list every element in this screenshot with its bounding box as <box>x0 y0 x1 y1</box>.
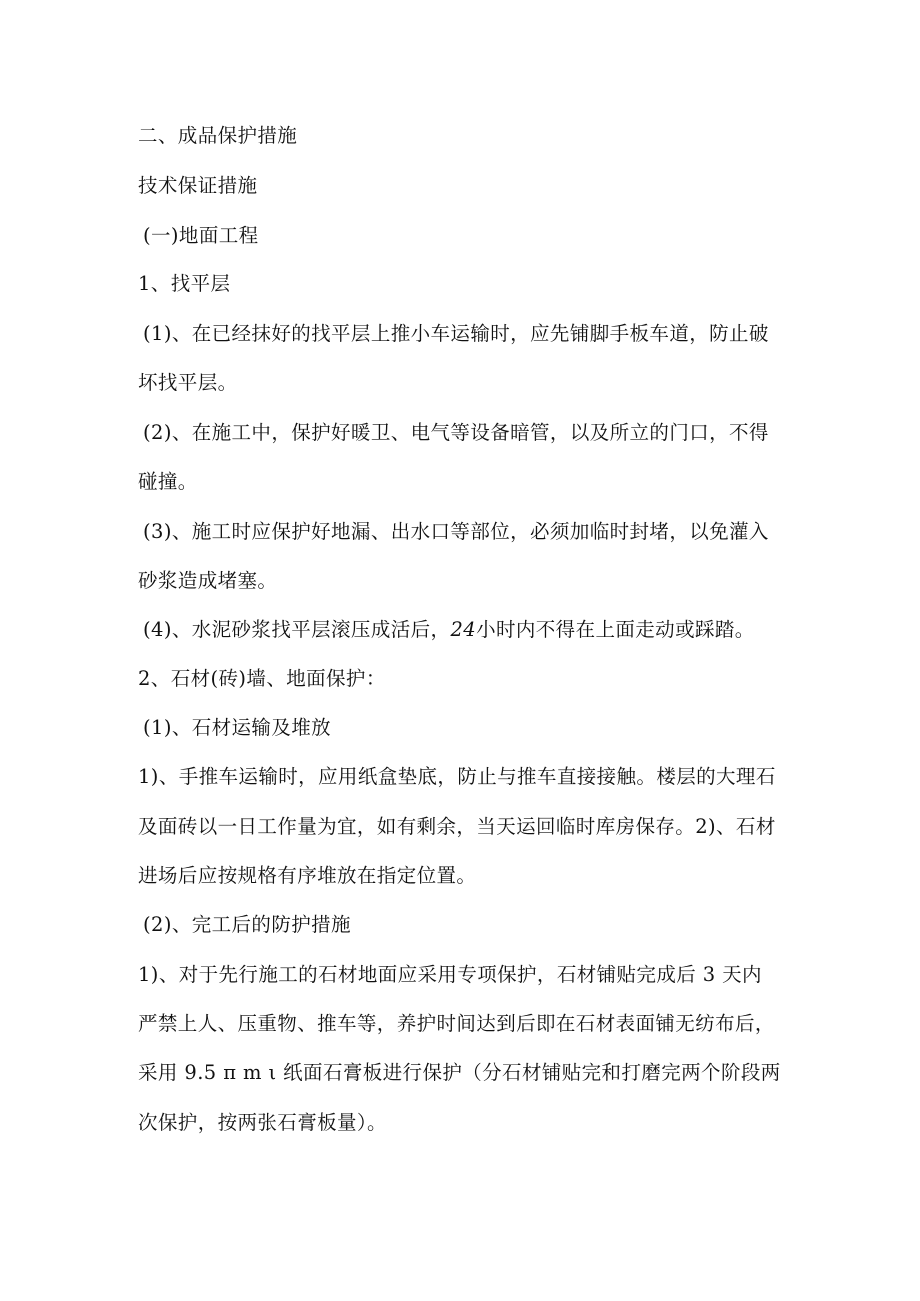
item2-sub1-heading: (1)、石材运输及堆放 <box>143 716 332 739</box>
item2-sub1-line3: 进场后应按规格有序堆放在指定位置。 <box>138 864 477 887</box>
item1-paragraph1-line2: 坏找平层。 <box>138 371 238 394</box>
item2-sub1-line1: 1)、手推车运输时，应用纸盒垫底，防止与推车直接接触。楼层的大理石 <box>138 765 776 788</box>
item1-paragraph4 <box>143 617 755 643</box>
item1-paragraph2-line2: 碰撞。 <box>138 470 198 493</box>
item1-paragraph3-line2: 砂浆造成堵塞。 <box>138 569 278 592</box>
item1-paragraph3-line1: (3)、施工时应保护好地漏、出水口等部位，必须加临时封堵，以免灌入 <box>143 520 769 543</box>
section-title: 二、成品保护措施 <box>138 124 298 147</box>
item1-heading: 1、找平层 <box>138 272 231 295</box>
item2-sub2-line4: 次保护，按两张石膏板量）。 <box>138 1111 387 1134</box>
item2-sub2-heading: (2)、完工后的防护措施 <box>143 913 351 936</box>
part1-heading: (一)地面工程 <box>143 224 259 247</box>
item1-paragraph4-prefix: (4)、水泥砂浆找平层滚压成活后， <box>143 618 451 641</box>
item1-paragraph4-hours: 24 <box>450 618 477 641</box>
item2-sub2-line1: 1)、对于先行施工的石材地面应采用专项保护，石材铺贴完成后 3 天内 <box>138 963 762 986</box>
item2-sub1-line2: 及面砖以一日工作量为宜，如有剩余，当天运回临时库房保存。2)、石材 <box>138 815 776 838</box>
item2-sub2-line3: 采用 9.5 π m ι 纸面石膏板进行保护（分石材铺贴完和打磨完两个阶段两 <box>138 1061 781 1084</box>
item1-paragraph4-suffix: 小时内不得在上面走动或踩踏。 <box>476 618 755 641</box>
item1-paragraph2-line1: (2)、在施工中，保护好暖卫、电气等设备暗管，以及所立的门口，不得 <box>143 421 769 444</box>
subtitle: 技术保证措施 <box>138 174 258 197</box>
item1-paragraph1-line1: (1)、在已经抹好的找平层上推小车运输时，应先铺脚手板车道，防止破 <box>143 322 769 345</box>
item2-heading: 2、石材(砖)墙、地面保护： <box>138 667 386 690</box>
item2-sub2-line2: 严禁上人、压重物、推车等，养护时间达到后即在石材表面铺无纺布后， <box>138 1012 775 1035</box>
